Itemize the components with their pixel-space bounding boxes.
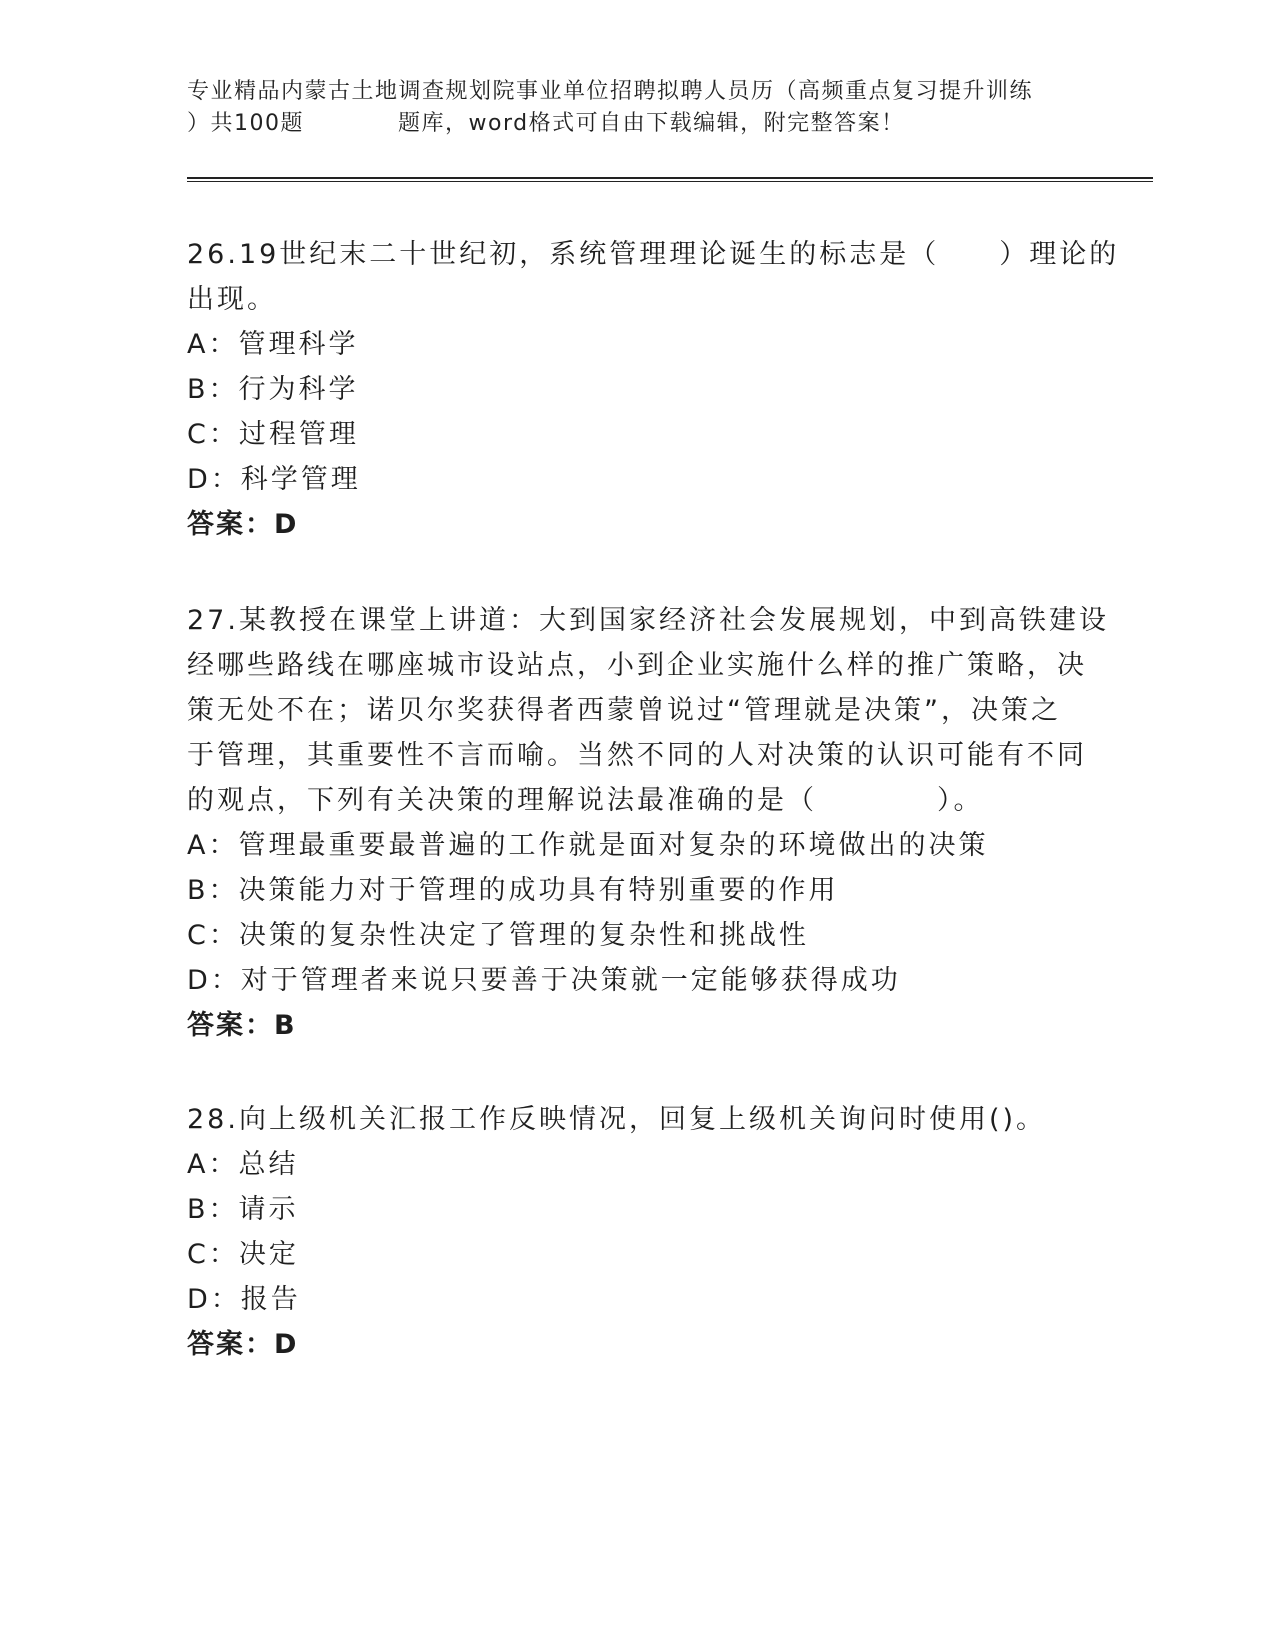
answer-label: 答案：B	[187, 1010, 297, 1041]
question-stem-line: 28.向上级机关汇报工作反映情况，回复上级机关询问时使用()。	[187, 1104, 1047, 1135]
option-a: A：管理最重要最普遍的工作就是面对复杂的环境做出的决策	[187, 830, 989, 861]
option-d: D：科学管理	[187, 464, 361, 495]
question-stem	[187, 232, 1120, 322]
question-26	[187, 232, 1120, 547]
answer-label: 答案：D	[187, 1329, 299, 1360]
option-c: C：决定	[187, 1239, 299, 1270]
question-stem	[187, 1097, 1087, 1142]
question-stem-line: 于管理，其重要性不言而喻。当然不同的人对决策的认识可能有不同	[187, 740, 1087, 771]
option-b: B：请示	[187, 1194, 299, 1225]
question-28	[187, 1097, 1087, 1367]
question-stem-line: 的观点，下列有关决策的理解说法最准确的是（ ）。	[187, 785, 984, 816]
option-c: C：决策的复杂性决定了管理的复杂性和挑战性	[187, 920, 809, 951]
option-a: A：管理科学	[187, 329, 359, 360]
header-title-line-2: ）共100题 题库，word格式可自由下载编辑，附完整答案！	[187, 111, 905, 136]
option-d: D：报告	[187, 1284, 301, 1315]
header-divider	[187, 177, 1153, 182]
question-stem-line: 出现。	[187, 284, 277, 315]
question-stem-line: 经哪些路线在哪座城市设站点，小到企业实施什么样的推广策略，决	[187, 650, 1087, 681]
question-stem	[187, 598, 1109, 823]
header-title-line-1: 专业精品内蒙古土地调查规划院事业单位招聘拟聘人员历（高频重点复习提升训练	[187, 79, 1034, 104]
question-stem-line: 策无处不在；诺贝尔奖获得者西蒙曾说过“管理就是决策”，决策之	[187, 695, 1061, 726]
question-27	[187, 598, 1109, 1048]
option-b: B：行为科学	[187, 374, 359, 405]
question-stem-line: 27.某教授在课堂上讲道：大到国家经济社会发展规划，中到高铁建设	[187, 605, 1109, 636]
option-c: C：过程管理	[187, 419, 359, 450]
answer-label: 答案：D	[187, 509, 299, 540]
document-header	[187, 76, 1087, 140]
option-a: A：总结	[187, 1149, 299, 1180]
option-d: D：对于管理者来说只要善于决策就一定能够获得成功	[187, 965, 901, 996]
question-stem-line: 26.19世纪末二十世纪初，系统管理理论诞生的标志是（ ）理论的	[187, 239, 1120, 270]
option-b: B：决策能力对于管理的成功具有特别重要的作用	[187, 875, 839, 906]
